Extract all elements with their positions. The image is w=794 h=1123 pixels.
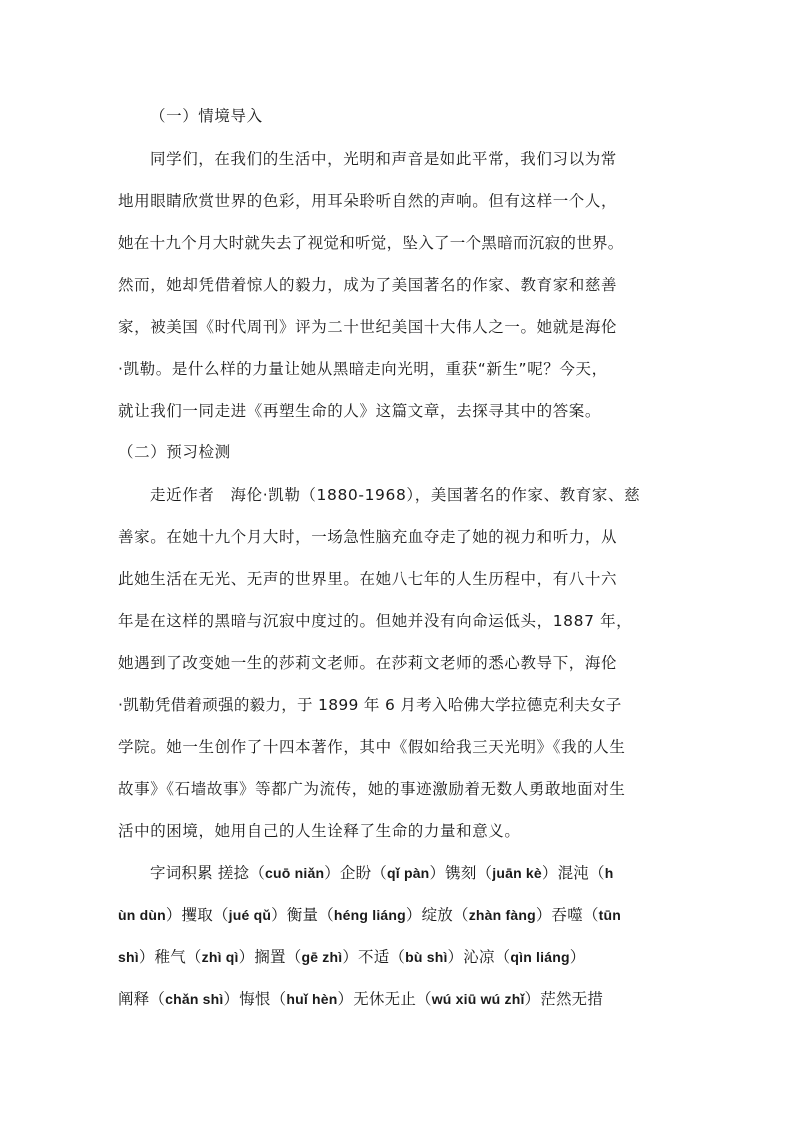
vocab-text: ）搁置（ [238,948,302,966]
vocab-text: ）无休无止（ [337,990,432,1008]
paragraph-line: 此她生活在无光、无声的世界里。在她八七年的人生历程中，有八十六 [118,570,618,588]
vocab-line [118,905,678,925]
vocab-text: ）稚气（ [138,948,202,966]
vocab-text: ）攫取（ [165,906,229,924]
vocab-text: ）企盼（ [324,864,388,882]
paragraph-line: 就让我们一同走进《再塑生命的人》这篇文章，去探寻其中的答案。 [118,402,602,420]
paragraph-line: 同学们，在我们的生活中，光明和声音是如此平常，我们习以为常 [150,150,617,168]
pinyin-annotation: qìn liáng [510,949,570,965]
pinyin-annotation: zhì qì [201,949,239,965]
pinyin-annotation: héng liáng [333,907,406,923]
paragraph-line: 故事》《石墙故事》等都广为流传，她的事迹激励着无数人勇敢地面对生 [118,780,626,798]
vocab-text: ）不适（ [342,948,406,966]
pinyin-annotation: zhàn fàng [468,907,536,923]
pinyin-annotation: qǐ pàn [387,865,430,881]
paragraph-line: 善家。在她十九个月大时，一场急性脑充血夺走了她的视力和听力，从 [118,528,618,546]
section-heading-preview-check: （二）预习检测 [118,443,231,461]
vocab-line [118,989,678,1009]
vocab-text: ）镌刻（ [429,864,493,882]
pinyin-annotation: jué qǔ [228,907,272,923]
pinyin-annotation: ùn dùn [118,907,166,923]
vocab-text: ） [569,948,586,966]
vocab-line [118,947,678,967]
pinyin-annotation: cuō niǎn [265,865,325,881]
paragraph-line: 地用眼睛欣赏世界的色彩，用耳朵聆听自然的声响。但有这样一个人， [118,192,618,210]
paragraph-line: 学院。她一生创作了十四本著作，其中《假如给我三天光明》《我的人生 [118,738,626,756]
pinyin-annotation: tūn [598,907,622,923]
paragraph-line: 年是在这样的黑暗与沉寂中度过的。但她并没有向命运低头，1887 年， [118,612,633,630]
paragraph-line: 然而，她却凭借着惊人的毅力，成为了美国著名的作家、教育家和慈善 [118,276,618,294]
vocab-text: 字词积累 搓捻（ [150,864,266,882]
pinyin-annotation: gē zhì [301,949,343,965]
paragraph-line: 家，被美国《时代周刊》评为二十世纪美国十大伟人之一。她就是海伦 [118,318,618,336]
vocab-text: ）悔恨（ [223,990,287,1008]
vocab-text: ）混沌（ [541,864,605,882]
vocab-text: ）衡量（ [271,906,334,924]
paragraph-line: 走近作者 海伦·凯勒（1880-1968），美国著名的作家、教育家、慈 [150,486,641,504]
vocab-text: ）茫然无措 [524,990,604,1008]
paragraph-line: 她遇到了改变她一生的莎莉文老师。在莎莉文老师的悉心教导下，海伦 [118,654,618,672]
paragraph-line: 活中的困境，她用自己的人生诠释了生命的力量和意义。 [118,822,521,840]
vocab-text: 阐释（ [118,990,166,1008]
vocab-line [150,863,680,883]
pinyin-annotation: wú xiū wú zhǐ [431,991,525,1007]
paragraph-line: 她在十九个月大时就失去了视觉和听觉，坠入了一个黑暗而沉寂的世界。 [118,234,624,252]
paragraph-line: ·凯勒凭借着顽强的毅力，于 1899 年 6 月考入哈佛大学拉德克利夫女子 [118,696,622,714]
vocab-text: ）吞噬（ [535,906,599,924]
vocab-text: ）绽放（ [405,906,469,924]
pinyin-annotation: juān kè [492,865,542,881]
pinyin-annotation: bù shì [405,949,448,965]
pinyin-annotation: chǎn shì [165,991,224,1007]
section-heading-situation-intro: （一）情境导入 [150,107,263,125]
vocab-text: ）沁凉（ [447,948,511,966]
pinyin-annotation: h [604,865,614,881]
paragraph-line: ·凯勒。是什么样的力量让她从黑暗走向光明，重获“新生”呢？今天， [118,360,608,378]
pinyin-annotation: huǐ hèn [286,991,338,1007]
pinyin-annotation: shì [118,949,139,965]
